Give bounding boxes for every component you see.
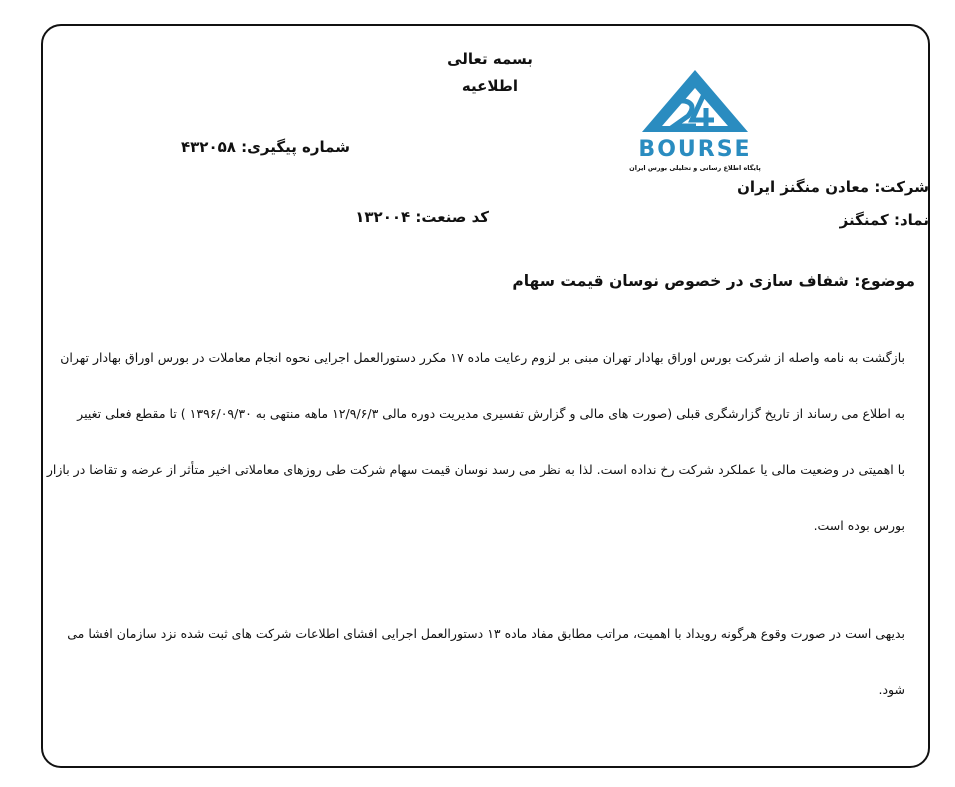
logo-tagline: پایگاه اطلاع رسانی و تحلیلی بورس ایران (629, 164, 761, 172)
notice-title: اطلاعیه (461, 77, 519, 95)
paragraph-line: بورس بوده است. (813, 518, 905, 533)
paragraph-line: بازگشت به نامه واصله از شرکت بورس اوراق بهادار تهران مبنی بر لزوم رعایت ماده ۱۷ مکرر دستورالعمل اجرایی نحوه انجام معاملات در بورس اوراق بهادار تهران (60, 350, 905, 365)
paragraph-line: با اهمیتی در وضعیت مالی یا عملکرد شرکت رخ نداده است. لذا به نظر می رسد نوسان قیمت سهام شرکت طی روزهای معاملاتی اخیر متأثر از عرضه و تقاضا در بازار (46, 462, 905, 477)
logo-wordmark: BOURSE (638, 137, 752, 162)
tracking-number (181, 138, 350, 156)
paragraph-line: بدیهی است در صورت وقوع هرگونه رویداد با اهمیت، مراتب مطابق مفاد ماده ۱۳ دستورالعمل اجرایی افشای اطلاعات شرکت های ثبت شده نزد سازمان افشا می (67, 626, 905, 641)
paragraph-line: به اطلاع می رساند از تاریخ گزارشگری قبلی (صورت های مالی و گزارش تفسیری مدیریت دوره مالی ۱۲/۹/۶/۳ ماهه منتهی به ۱۳۹۶/۰۹/۳۰ ) تا مقطع فعلی تغییر (77, 406, 905, 421)
industry-label: کد صنعت: (415, 208, 489, 226)
symbol-value: کمنگنز (839, 211, 889, 229)
subject-label: موضوع: (854, 272, 915, 290)
document-frame (41, 24, 930, 768)
symbol-field (840, 211, 929, 229)
company-field (737, 178, 929, 196)
company-name: معادن منگنز ایران (737, 178, 870, 196)
basmala-heading: بسمه تعالی (447, 50, 533, 68)
industry-code: ۱۳۲۰۰۴ (355, 208, 411, 226)
subject-line (512, 272, 915, 290)
bourse-logo-icon (620, 64, 770, 176)
tracking-value: ۴۳۲۰۵۸ (180, 138, 236, 156)
company-label: شرکت: (874, 178, 929, 196)
bourse-logo (620, 64, 770, 176)
industry-code-field (355, 208, 489, 226)
symbol-label: نماد: (893, 211, 929, 229)
tracking-label: شماره پیگیری: (241, 138, 350, 156)
subject-text: شفاف سازی در خصوص نوسان قیمت سهام (512, 272, 849, 290)
paragraph-line: شود. (878, 682, 905, 697)
